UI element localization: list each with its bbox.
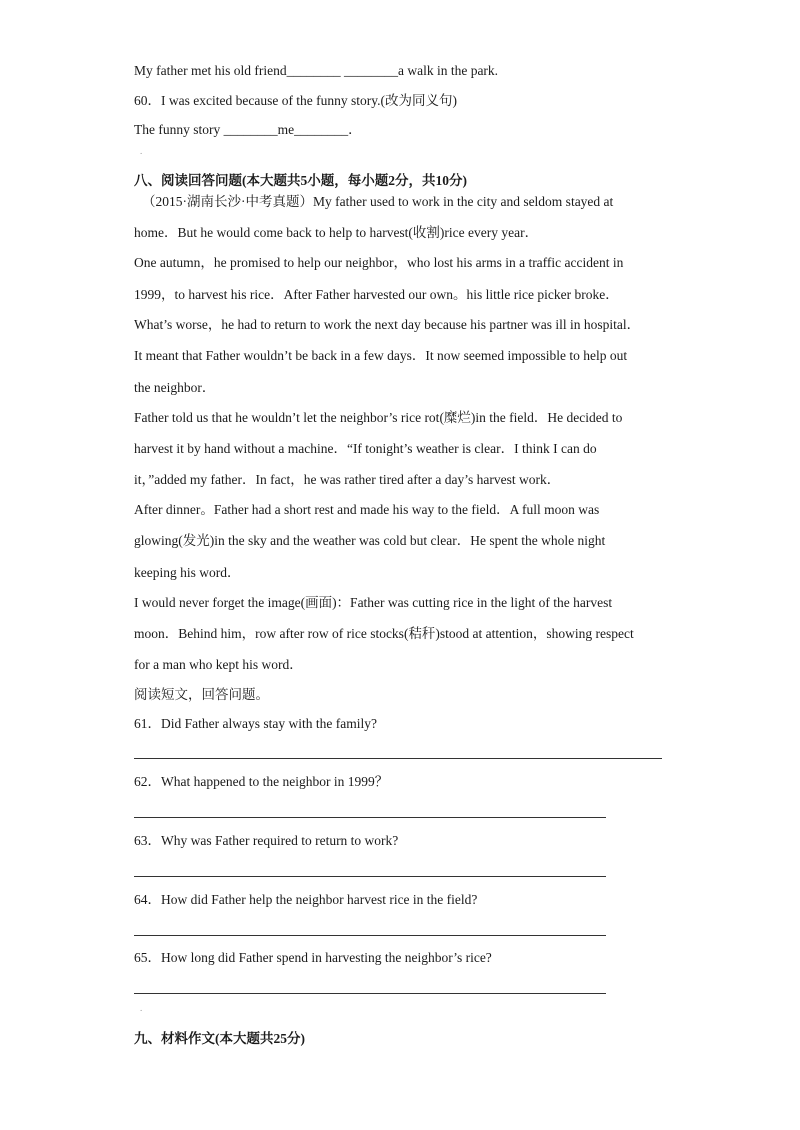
passage-line-5: What’s worse，he had to return to work the next day because his partner was ill in hospital．	[134, 317, 641, 332]
passage-line-15: moon．Behind him，row after row of rice stocks(秸秆)stood at attention，showing respect	[134, 626, 634, 641]
passage-line-13: keeping his word．	[134, 565, 241, 580]
answer-line-62[interactable]	[134, 817, 606, 818]
question-62: 62．What happened to the neighbor in 1999？	[134, 774, 389, 789]
passage-line-6: It meant that Father wouldn’t be back in a few days．It now seemed impossible to help out	[134, 348, 628, 363]
q60-prompt: 60．I was excited because of the funny story.(改为同义句)	[134, 93, 458, 108]
q60-sentence: The funny story ________me________．	[134, 122, 362, 137]
answer-line-64[interactable]	[134, 935, 606, 936]
passage-line-14: I would never forget the image(画面)：Father was cutting rice in the light of the harvest	[134, 595, 613, 610]
instruction: 阅读短文，回答问题。	[134, 687, 269, 702]
paragraph-mark: .	[140, 1003, 143, 1013]
passage-line-2: home．But he would come back to help to harvest(收割)rice every year．	[134, 225, 539, 240]
passage-line-4: 1999，to harvest his rice．After Father harvested our own。his little rice picker broke．	[134, 287, 619, 302]
question-65: 65．How long did Father spend in harvesting the neighbor’s rice?	[134, 950, 492, 965]
question-63: 63．Why was Father required to return to work?	[134, 833, 399, 848]
passage-line-12: glowing(发光)in the sky and the weather was cold but clear．He spent the whole night	[134, 533, 606, 548]
answer-line-65[interactable]	[134, 993, 606, 994]
question-64: 64．How did Father help the neighbor harvest rice in the field?	[134, 892, 478, 907]
passage-line-7: the neighbor．	[134, 380, 216, 395]
passage-line-16: for a man who kept his word．	[134, 657, 303, 672]
passage-line-1: （2015·湖南长沙·中考真题）My father used to work in the city and seldom stayed at	[142, 194, 614, 209]
passage-line-11: After dinner。Father had a short rest and made his way to the field．A full moon was	[134, 502, 600, 517]
passage-line-10: it，”added my father．In fact，he was rather tired after a day’s harvest work．	[134, 472, 561, 487]
answer-line-63[interactable]	[134, 876, 606, 877]
passage-line-9: harvest it by hand without a machine．“If tonight’s weather is clear．I think I can do	[134, 441, 597, 456]
section-8-heading: 八、阅读回答问题(本大题共5小题，每小题2分，共10分)	[134, 173, 467, 188]
section-9-heading: 九、材料作文(本大题共25分)	[134, 1031, 305, 1046]
paragraph-mark: .	[140, 146, 143, 156]
question-61: 61．Did Father always stay with the family?	[134, 716, 377, 731]
passage-line-3: One autumn，he promised to help our neighbor，who lost his arms in a traffic accident in	[134, 255, 624, 270]
q59-sentence: My father met his old friend________ ________a walk in the park.	[134, 63, 499, 78]
answer-line-61[interactable]	[134, 758, 662, 759]
passage-line-8: Father told us that he wouldn’t let the neighbor’s rice rot(糜烂)in the field．He decided to	[134, 410, 623, 425]
